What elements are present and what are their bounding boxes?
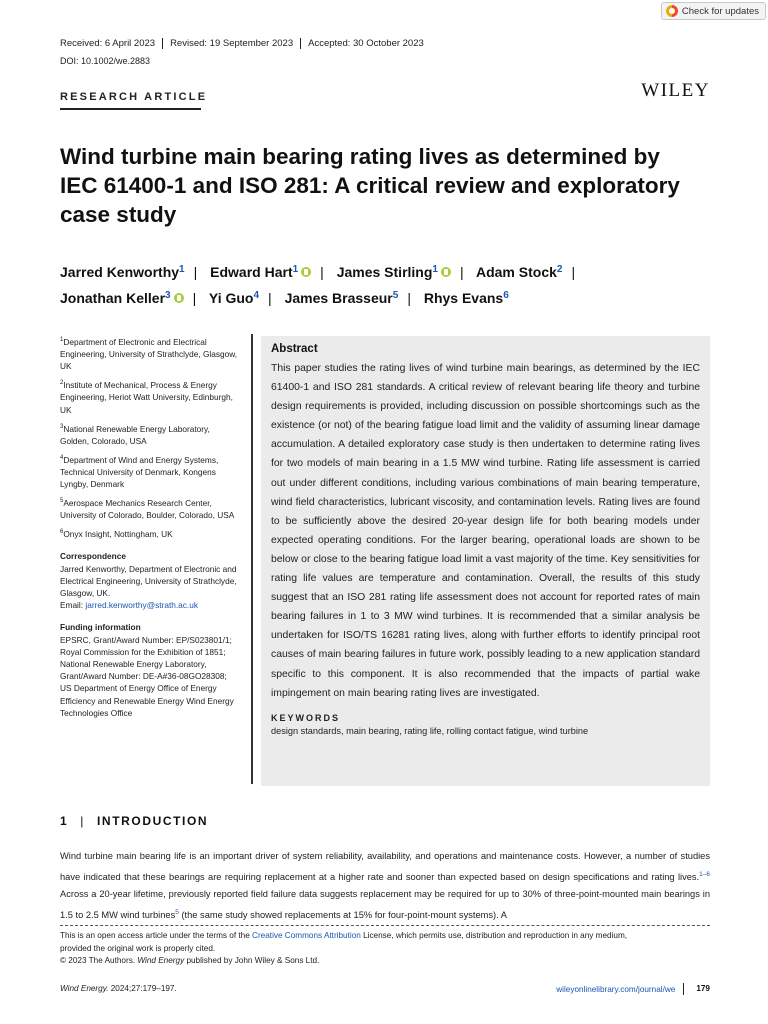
article-type-underline (60, 108, 201, 110)
correspondence-email-line: Email: jarred.kenworthy@strath.ac.uk (60, 600, 198, 611)
abstract-text: This paper studies the rating lives of wind turbine main bearings, as determined by the IEC 61400-1 and ISO 281 standards. A critical review of relevant bearing life theory and turbine design requirements is provided, including discussion on possible shortcomings such as the existence (or not) of the bearing fatigue load limit and the validity of assuming linear damage accumulation. A detailed exploratory case study is then undertaken to determine rating lives for two models of main bearing in a 1.5 MW wind turbine. Rating life assessment is carried out under different conditions, including various combinations of main bearing temperature, wind field characteristics, lubricant viscosity, and contamination levels. Rating lives are found to be sufficiently above the desired 20-year design life for both bearing models under expected operating conditions. For the larger bearing, operational loads are shown to be below or close to the bearing fatigue load limit a vast majority of the time. Key sensitivities for rating life values are temperature and contamination. Overall, the results of this study suggest that an ISO 281 rating life assessment does not account for reported rates of main bearing failures in 1 to 3 MW wind turbines. It is recommended that a similar analysis be undertaken for ISO/TS 16281 rating lives, along with further efforts to identify principal root causes of main bearing failures in future work, possibly leading to a new application standard specific to this component. It is also recommended that the impacts of partial wake impingement on main bearing rating lives are investigated. (271, 363, 700, 699)
affiliation: $^3$National Renewable Energy Laboratory, Golden, Colorado, USA (60, 423, 210, 446)
article-type: RESEARCH ARTICLE (60, 91, 208, 103)
intro-paragraph: Wind turbine main bearing life is an important driver of system reliability, availability, and operations and maintenance costs. However, a number of studies have indicated that these bearings are requiring replacement at a higher rate and sooner than expected based on design specifications and rating lives.$^{1-6}$ Across a 20-year lifetime, previously reported field failure data suggests replacement may be required for up to 30% of three-point-mounted main bearings in 1.5 to 2.5 MW wind turbines$^5$ (the same study showed replacements at 15% for four-point-mount systems). A (60, 851, 710, 920)
page-number: 179 (683, 983, 710, 995)
affiliation: $^5$Aerospace Mechanics Research Center, University of Colorado, Boulder, Colorado, USA (60, 498, 235, 521)
funding-line: Grant/Award Number: DE-A#36-08GO28308; (60, 671, 227, 682)
license-link[interactable]: Creative Commons Attribution (252, 931, 361, 940)
author[interactable]: Rhys Evans$^6$ (423, 290, 509, 306)
funding-line: US Department of Energy Office of Energy (60, 683, 217, 694)
funding-line: National Renewable Energy Laboratory, (60, 659, 207, 670)
keywords-heading: KEYWORDS (271, 712, 341, 723)
keywords-text: design standards, main bearing, rating life, rolling contact fatigue, wind turbine (271, 725, 589, 736)
column-divider (251, 334, 253, 784)
affiliation: $^2$Institute of Mechanical, Process & Energy Engineering, Heriot Watt University, Edinburgh, UK (60, 380, 233, 415)
affiliation: $^6$Onyx Insight, Nottingham, UK (60, 529, 173, 540)
correspondence-text: Jarred Kenworthy, Department of Electronic and Electrical Engineering, University of Strathclyde, Glasgow, UK. (60, 563, 237, 599)
journal-citation: Wind Energy. 2024;27:179–197. (60, 984, 177, 993)
left-sidebar (60, 334, 240, 719)
author[interactable]: Yi Guo$^4$ (208, 290, 260, 306)
affiliation: $^4$Department of Wind and Energy Systems, Technical University of Denmark, Kongens Lyngby, Denmark (60, 454, 219, 490)
check-for-updates-button[interactable] (661, 2, 766, 20)
citation-link[interactable]: 5 (175, 908, 179, 916)
revised-date: Revised: 19 September 2023 (163, 38, 301, 49)
received-date: Received: 6 April 2023 (60, 38, 163, 49)
page-footer (556, 983, 710, 995)
orcid-icon[interactable] (441, 267, 451, 277)
license-footnote: This is an open access article under the terms of the Creative Commons Attribution License, which permits use, distribution and reproduction in any medium, provided the original work is properly cited. © 2023 The Authors. Wind Energy published by John Wiley & Sons Ltd. (60, 931, 628, 965)
citation-link[interactable]: 1–6 (699, 870, 710, 878)
doi[interactable]: DOI: 10.1002/we.2883 (60, 56, 151, 66)
author[interactable]: Jonathan Keller$^3$ (60, 290, 184, 306)
abstract-heading: Abstract (271, 343, 318, 355)
orcid-icon[interactable] (174, 293, 184, 303)
email-link[interactable]: jarred.kenworthy@strath.ac.uk (85, 600, 198, 611)
author[interactable]: Adam Stock$^2$ (475, 264, 563, 280)
article-dates (60, 38, 431, 49)
orcid-icon[interactable] (301, 267, 311, 277)
author-list: Jarred Kenworthy$^1$ | Edward Hart$^1$ | James Stirling$^1$ | Adam Stock$^2$ | Jonathan Keller$^3$ | Yi Guo$^4$ | James Brasseur$^5$ | Rhys Evans$^6$ (60, 264, 576, 306)
author[interactable]: James Brasseur$^5$ (284, 290, 399, 306)
funding-line: EPSRC, Grant/Award Number: EP/S023801/1; (60, 634, 232, 645)
funding-line: Technologies Office (60, 707, 133, 718)
funding-line: Royal Commission for the Exhibition of 1851; (60, 646, 226, 657)
paper-title: Wind turbine main bearing rating lives as determined by IEC 61400-1 and ISO 281: A critical review and exploratory case study (60, 144, 680, 227)
abstract-box (261, 336, 710, 786)
footnote-divider (60, 925, 710, 926)
accepted-date: Accepted: 30 October 2023 (308, 38, 424, 49)
publisher-logo: WILEY (641, 80, 710, 101)
check-updates-label: Check for updates (681, 5, 759, 17)
journal-url-link[interactable]: wileyonlinelibrary.com/journal/we (556, 984, 676, 994)
crossmark-icon (666, 5, 678, 17)
section-heading: 1 | INTRODUCTION (60, 814, 209, 828)
author[interactable]: Jarred Kenworthy$^1$ (60, 264, 185, 280)
correspondence-heading: Correspondence (60, 551, 126, 562)
affiliation: $^1$Department of Electronic and Electrical Engineering, University of Strathclyde, Glasgow, UK (60, 336, 238, 372)
author[interactable]: Edward Hart$^1$ (210, 264, 311, 280)
author[interactable]: James Stirling$^1$ (337, 264, 451, 280)
funding-line: Efficiency and Renewable Energy Wind Energy (60, 695, 234, 706)
funding-heading: Funding information (60, 622, 141, 633)
